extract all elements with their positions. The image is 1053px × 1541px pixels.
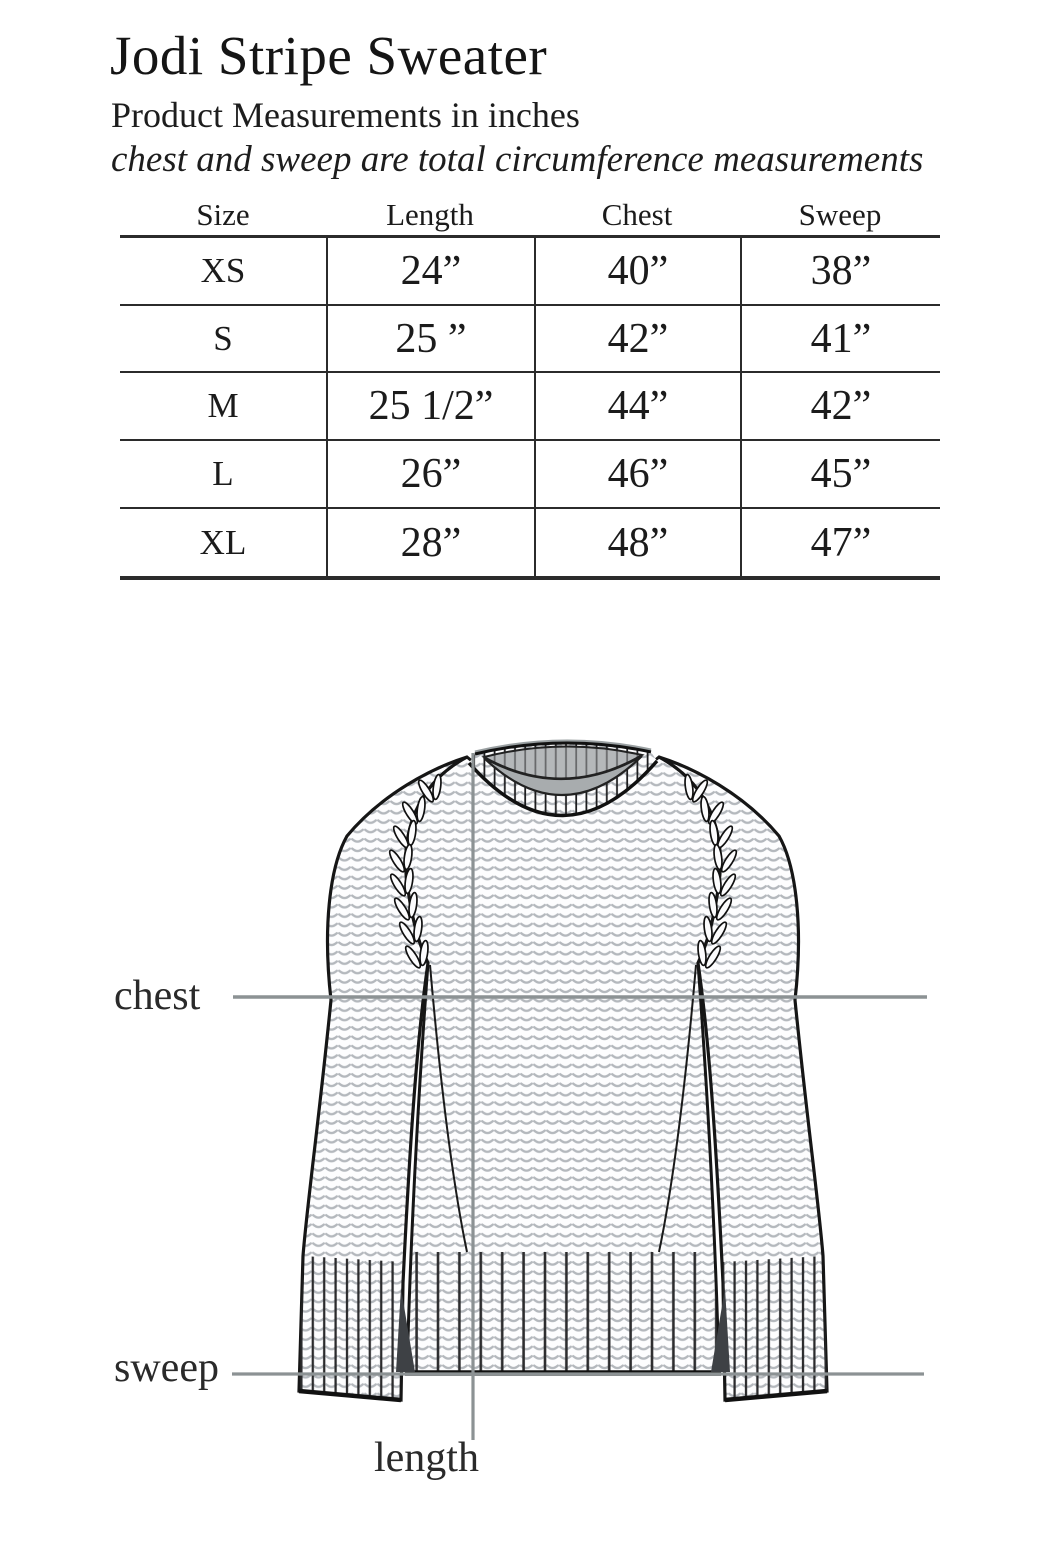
right-cuff-ribbing (723, 1256, 827, 1400)
table-cell-xl-sweep: 47” (740, 509, 940, 580)
table-cell-m-length: 25 1/2” (326, 373, 534, 441)
sweater-body (405, 757, 721, 1373)
left-cuff-ribbing (299, 1256, 403, 1400)
col-header-sweep: Sweep (740, 195, 940, 238)
table-cell-l-sweep: 45” (740, 441, 940, 509)
col-header-size: Size (120, 195, 326, 238)
table-cell-l-chest: 46” (534, 441, 740, 509)
table-cell-xl-chest: 48” (534, 509, 740, 580)
page-subtitle: Product Measurements in inches (111, 95, 580, 135)
table-cell-m-sweep: 42” (740, 373, 940, 441)
table-cell-xs-sweep: 38” (740, 238, 940, 306)
table-cell-s-chest: 42” (534, 306, 740, 373)
table-cell-xs-size: XS (120, 238, 326, 306)
measurement-note: chest and sweep are total circumference measurements (111, 139, 924, 180)
table-cell-m-chest: 44” (534, 373, 740, 441)
table-cell-xs-chest: 40” (534, 238, 740, 306)
table-cell-l-length: 26” (326, 441, 534, 509)
col-header-chest: Chest (534, 195, 740, 238)
table-cell-xl-size: XL (120, 509, 326, 580)
length-label: length (374, 1435, 479, 1481)
hem-ribbing (407, 1252, 719, 1373)
sweep-label: sweep (114, 1345, 219, 1391)
table-cell-s-size: S (120, 306, 326, 373)
chest-label: chest (114, 973, 201, 1019)
table-cell-s-sweep: 41” (740, 306, 940, 373)
table-cell-l-size: L (120, 441, 326, 509)
col-header-length: Length (326, 195, 534, 238)
table-cell-m-size: M (120, 373, 326, 441)
page-title: Jodi Stripe Sweater (110, 25, 548, 86)
table-cell-s-length: 25 ” (326, 306, 534, 373)
table-cell-xs-length: 24” (326, 238, 534, 306)
table-cell-xl-length: 28” (326, 509, 534, 580)
